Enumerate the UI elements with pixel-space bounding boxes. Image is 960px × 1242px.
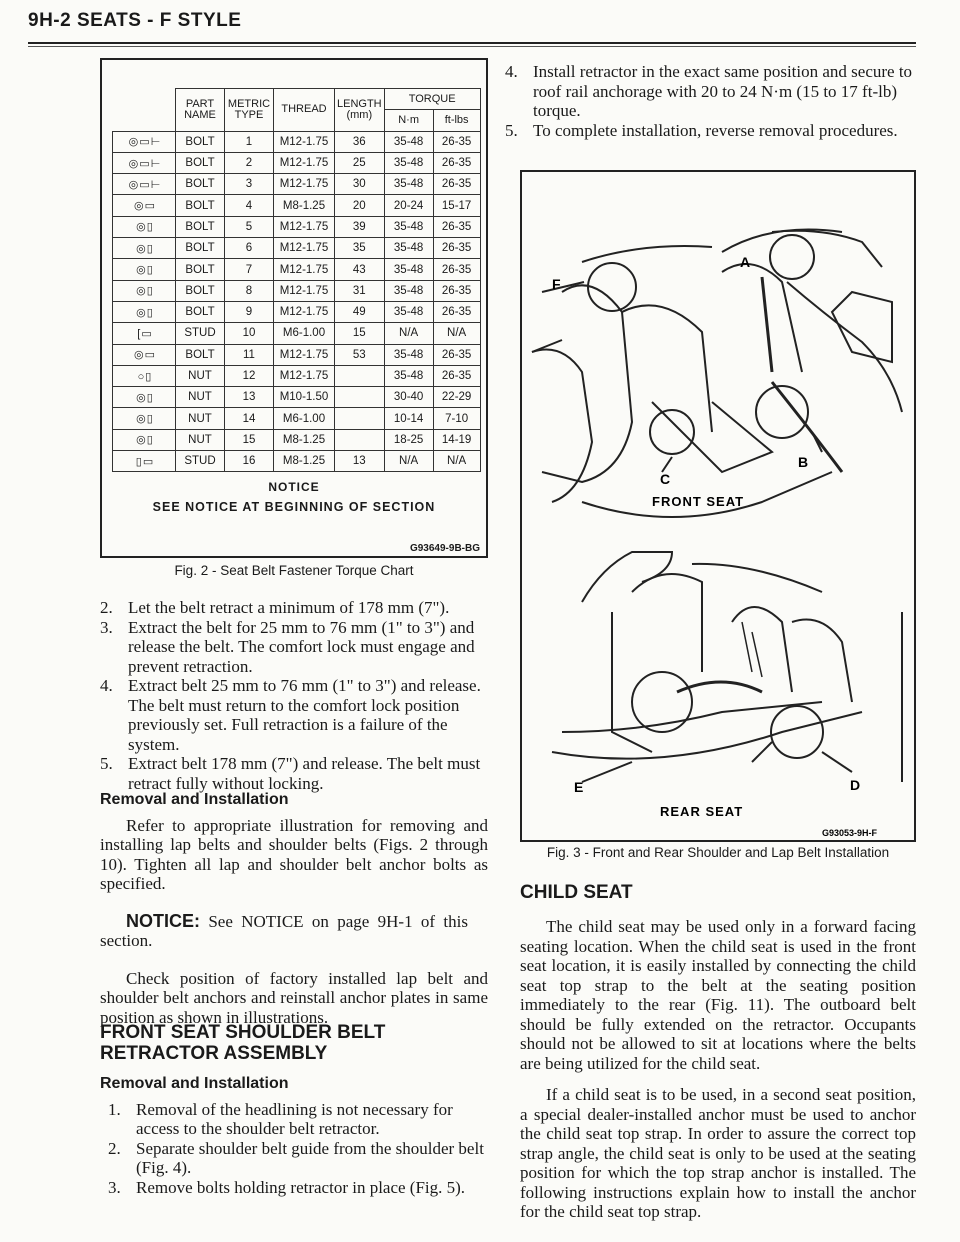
torque-ftlbs-cell: 26-35: [433, 259, 480, 280]
torque-nm-cell: 35-48: [384, 238, 433, 259]
child-seat-section: [520, 882, 916, 1222]
length-cell: 20: [335, 195, 385, 216]
rear-seat-label: REAR SEAT: [660, 804, 744, 819]
step-item: [100, 754, 488, 793]
figure-code: G93649-9B-BG: [409, 543, 480, 554]
table-row: [113, 387, 481, 408]
torque-table: [112, 88, 481, 472]
paragraph: Check position of factory installed lap belt and shoulder belt anchors and reinstall anchor plates in same position as shown in illustrations.: [100, 968, 488, 1027]
removal-section: [100, 790, 488, 1027]
letter-c: C: [660, 471, 671, 487]
step-item: [505, 121, 915, 141]
table-row: [113, 152, 481, 173]
letter-b: B: [798, 454, 809, 470]
section-subheading: Removal and Installation: [100, 791, 289, 808]
table-row: [113, 238, 481, 259]
length-cell: 30: [335, 174, 385, 195]
table-row: [113, 301, 481, 322]
step-text: Separate shoulder belt guide from the shoulder belt (Fig. 4).: [136, 1138, 484, 1177]
fastener-icon: ○ ▯: [113, 365, 176, 386]
torque-nm-cell: N/A: [384, 323, 433, 344]
fastener-icon: ◎ ▭ ⊢: [113, 174, 176, 195]
step-number: 1.: [108, 1099, 121, 1119]
part-name-cell: BOLT: [176, 259, 225, 280]
figure-caption: Fig. 3 - Front and Rear Shoulder and Lap Belt Installation: [546, 845, 890, 860]
metric-type-cell: 8: [225, 280, 274, 301]
fastener-icon: ◎ ▭ ⊢: [113, 152, 176, 173]
retractor-section: [100, 1022, 488, 1197]
step-number: 5.: [100, 754, 113, 773]
metric-type-cell: 2: [225, 152, 274, 173]
torque-nm-cell: 35-48: [384, 365, 433, 386]
length-cell: 31: [335, 280, 385, 301]
thread-cell: M12-1.75: [274, 280, 335, 301]
part-name-cell: BOLT: [176, 195, 225, 216]
part-name-cell: BOLT: [176, 131, 225, 152]
torque-chart-figure: [100, 58, 488, 558]
table-row: [113, 344, 481, 365]
step-item: [100, 676, 488, 754]
torque-nm-cell: 35-48: [384, 131, 433, 152]
fastener-icon: ◎ ▯: [113, 259, 176, 280]
torque-nm-cell: 18-25: [384, 429, 433, 450]
section-heading: FRONT SEAT SHOULDER BELT RETRACTOR ASSEMBLY: [100, 1022, 386, 1064]
step-item: [505, 62, 915, 121]
thread-cell: M6-1.00: [274, 323, 335, 344]
step-item: [100, 618, 488, 677]
letter-e: E: [574, 779, 584, 795]
paragraph: Refer to appropriate illustration for removing and installing lap belts and shoulder belts (Figs. 2 through 10). Tighten all lap and shoulder belt anchor bolts as specified.: [100, 815, 488, 893]
table-row: [113, 195, 481, 216]
table-row: [113, 131, 481, 152]
metric-type-cell: 6: [225, 238, 274, 259]
right-steps: [505, 62, 915, 140]
metric-type-cell: 7: [225, 259, 274, 280]
thread-cell: M12-1.75: [274, 238, 335, 259]
part-name-cell: STUD: [176, 323, 225, 344]
notice-body: See NOTICE on page 9H-1 of this section.: [100, 911, 468, 950]
thread-cell: M12-1.75: [274, 301, 335, 322]
step-text: To complete installation, reverse removal procedures.: [533, 120, 898, 140]
fastener-icon: [ ▭: [113, 323, 176, 344]
torque-ftlbs-cell: 26-35: [433, 365, 480, 386]
torque-nm-cell: 35-48: [384, 216, 433, 237]
step-number: 4.: [505, 62, 518, 81]
torque-ftlbs-cell: 26-35: [433, 152, 480, 173]
thread-cell: M12-1.75: [274, 216, 335, 237]
fastener-icon: ◎ ▭: [113, 344, 176, 365]
length-cell: 13: [335, 451, 385, 472]
length-cell: 35: [335, 238, 385, 259]
torque-nm-cell: 30-40: [384, 387, 433, 408]
torque-nm-cell: 35-48: [384, 280, 433, 301]
table-row: [113, 216, 481, 237]
step-number: 3.: [108, 1177, 121, 1197]
belt-installation-figure: [520, 170, 916, 842]
metric-type-cell: 16: [225, 451, 274, 472]
thread-cell: M8-1.25: [274, 195, 335, 216]
front-seat-label: FRONT SEAT: [652, 494, 745, 509]
torque-ftlbs-cell: 7-10: [433, 408, 480, 429]
table-row: [113, 429, 481, 450]
thread-cell: M12-1.75: [274, 174, 335, 195]
table-row: [113, 280, 481, 301]
col-part-name: PART NAME: [176, 89, 225, 132]
step-number: 3.: [100, 617, 113, 637]
torque-ftlbs-cell: 26-35: [433, 131, 480, 152]
torque-ftlbs-cell: 26-35: [433, 174, 480, 195]
torque-ftlbs-cell: 26-35: [433, 301, 480, 322]
fastener-icon: ◎ ▯: [113, 429, 176, 450]
part-name-cell: NUT: [176, 387, 225, 408]
length-cell: [335, 408, 385, 429]
torque-ftlbs-cell: 22-29: [433, 387, 480, 408]
metric-type-cell: 13: [225, 387, 274, 408]
col-torque: TORQUE: [384, 89, 480, 110]
torque-ftlbs-cell: N/A: [433, 451, 480, 472]
notice-title: NOTICE: [268, 480, 320, 494]
fastener-icon: ◎ ▯: [113, 216, 176, 237]
part-name-cell: BOLT: [176, 344, 225, 365]
step-text: Install retractor in the exact same position and secure to roof rail anchorage with 20 to 24 N·m (15 to 17 ft-lb) torque.: [533, 62, 913, 120]
thread-cell: M8-1.25: [274, 451, 335, 472]
step-item: [108, 1139, 488, 1178]
torque-nm-cell: N/A: [384, 451, 433, 472]
notice-box: [112, 480, 476, 514]
thread-cell: M12-1.75: [274, 131, 335, 152]
metric-type-cell: 1: [225, 131, 274, 152]
table-row: [113, 323, 481, 344]
length-cell: 25: [335, 152, 385, 173]
fastener-icon: ◎ ▯: [113, 238, 176, 259]
letter-a: A: [740, 254, 751, 270]
thread-cell: M12-1.75: [274, 365, 335, 386]
torque-nm-cell: 35-48: [384, 174, 433, 195]
figure-caption: Fig. 2 - Seat Belt Fastener Torque Chart: [174, 563, 414, 578]
length-cell: 49: [335, 301, 385, 322]
torque-ftlbs-cell: 15-17: [433, 195, 480, 216]
fastener-icon: ◎ ▭: [113, 195, 176, 216]
step-text: Extract belt 178 mm (7") and release. The belt must retract fully without locking.: [128, 754, 481, 793]
length-cell: 15: [335, 323, 385, 344]
step-text: Extract belt 25 mm to 76 mm (1" to 3") and release. The belt must return to the comfort lock position previously set. Full retraction is a failure of the system.: [128, 676, 481, 754]
fastener-icon: ▯ ▭: [113, 451, 176, 472]
fastener-icon: ◎ ▯: [113, 301, 176, 322]
metric-type-cell: 15: [225, 429, 274, 450]
notice-label: NOTICE:: [126, 910, 200, 931]
col-nm: N·m: [384, 110, 433, 131]
section-subheading: Removal and Installation: [100, 1075, 289, 1092]
step-item: [108, 1100, 488, 1139]
torque-ftlbs-cell: 14-19: [433, 429, 480, 450]
col-ftlbs: ft-lbs: [433, 110, 480, 131]
part-name-cell: NUT: [176, 429, 225, 450]
table-row: [113, 174, 481, 195]
thread-cell: M12-1.75: [274, 259, 335, 280]
length-cell: 43: [335, 259, 385, 280]
step-number: 4.: [100, 676, 113, 695]
thread-cell: M6-1.00: [274, 408, 335, 429]
metric-type-cell: 5: [225, 216, 274, 237]
length-cell: 36: [335, 131, 385, 152]
header-rule: [28, 42, 916, 44]
step-number: 2.: [108, 1138, 121, 1158]
notice-paragraph: [100, 912, 488, 951]
length-cell: 39: [335, 216, 385, 237]
length-cell: [335, 429, 385, 450]
notice-text: SEE NOTICE AT BEGINNING OF SECTION: [152, 500, 436, 514]
torque-nm-cell: 35-48: [384, 259, 433, 280]
col-metric-type: METRIC TYPE: [225, 89, 274, 132]
metric-type-cell: 10: [225, 323, 274, 344]
table-row: [113, 451, 481, 472]
step-item: [100, 598, 488, 618]
belt-illustration: [522, 172, 914, 840]
part-name-cell: NUT: [176, 365, 225, 386]
metric-type-cell: 11: [225, 344, 274, 365]
torque-ftlbs-cell: 26-35: [433, 238, 480, 259]
step-text: Extract the belt for 25 mm to 76 mm (1" to 3") and release the belt. The comfort lock must engage and prevent retraction.: [128, 617, 475, 676]
thread-cell: M12-1.75: [274, 344, 335, 365]
fastener-icon: ◎ ▯: [113, 387, 176, 408]
thread-cell: M12-1.75: [274, 152, 335, 173]
length-cell: [335, 387, 385, 408]
torque-ftlbs-cell: 26-35: [433, 216, 480, 237]
metric-type-cell: 14: [225, 408, 274, 429]
part-name-cell: BOLT: [176, 301, 225, 322]
figure-code: G93053-9H-F: [822, 828, 878, 838]
page-header: 9H-2 SEATS - F STYLE: [28, 10, 242, 31]
fastener-icon: ◎ ▯: [113, 408, 176, 429]
header-rule-thin: [28, 46, 916, 47]
fastener-icon: ◎ ▭ ⊢: [113, 131, 176, 152]
part-name-cell: NUT: [176, 408, 225, 429]
table-row: [113, 408, 481, 429]
part-name-cell: BOLT: [176, 280, 225, 301]
letter-d: D: [850, 777, 861, 793]
paragraph: If a child seat is to be used, in a second seat position, a special dealer-installed anchor must be used to anchor the child seat top strap. In order to assure the correct top strap angle, the child seat is only to be used at the seating position for which the top strap anchor is installed. The following instructions explain how to install the anchor for the child seat top strap.: [520, 1085, 916, 1221]
paragraph: The child seat may be used only in a forward facing seating location. When the child seat is used in the front seat location, it is easily installed by connecting the child seat top strap to the belt at the seating position immediately to the rear (Fig. 11). The outboard belt should be fully extended on the retractor. Occupants should not be allowed to sit at locations where the belts are being utilized for the child seat.: [520, 917, 916, 1073]
torque-nm-cell: 20-24: [384, 195, 433, 216]
step-text: Remove bolts holding retractor in place (Fig. 5).: [136, 1177, 466, 1197]
step-text: Removal of the headlining is not necessary for access to the shoulder belt retractor.: [136, 1099, 453, 1138]
metric-type-cell: 9: [225, 301, 274, 322]
part-name-cell: STUD: [176, 451, 225, 472]
torque-nm-cell: 35-48: [384, 152, 433, 173]
left-steps: [100, 598, 488, 793]
metric-type-cell: 3: [225, 174, 274, 195]
col-thread: THREAD: [274, 89, 335, 132]
torque-ftlbs-cell: 26-35: [433, 280, 480, 301]
table-row: [113, 365, 481, 386]
thread-cell: M10-1.50: [274, 387, 335, 408]
length-cell: 53: [335, 344, 385, 365]
fastener-icon: ◎ ▯: [113, 280, 176, 301]
step-number: 2.: [100, 598, 113, 617]
part-name-cell: BOLT: [176, 152, 225, 173]
part-name-cell: BOLT: [176, 216, 225, 237]
step-number: 5.: [505, 120, 518, 140]
torque-nm-cell: 10-14: [384, 408, 433, 429]
thread-cell: M8-1.25: [274, 429, 335, 450]
letter-f: F: [552, 276, 561, 292]
part-name-cell: BOLT: [176, 174, 225, 195]
metric-type-cell: 4: [225, 195, 274, 216]
torque-ftlbs-cell: 26-35: [433, 344, 480, 365]
torque-ftlbs-cell: N/A: [433, 323, 480, 344]
section-heading: CHILD SEAT: [520, 882, 633, 903]
table-row: [113, 259, 481, 280]
step-text: Let the belt retract a minimum of 178 mm (7").: [128, 598, 450, 617]
torque-nm-cell: 35-48: [384, 344, 433, 365]
torque-nm-cell: 35-48: [384, 301, 433, 322]
length-cell: [335, 365, 385, 386]
col-length: LENGTH (mm): [335, 89, 385, 132]
part-name-cell: BOLT: [176, 238, 225, 259]
metric-type-cell: 12: [225, 365, 274, 386]
step-item: [108, 1178, 488, 1198]
